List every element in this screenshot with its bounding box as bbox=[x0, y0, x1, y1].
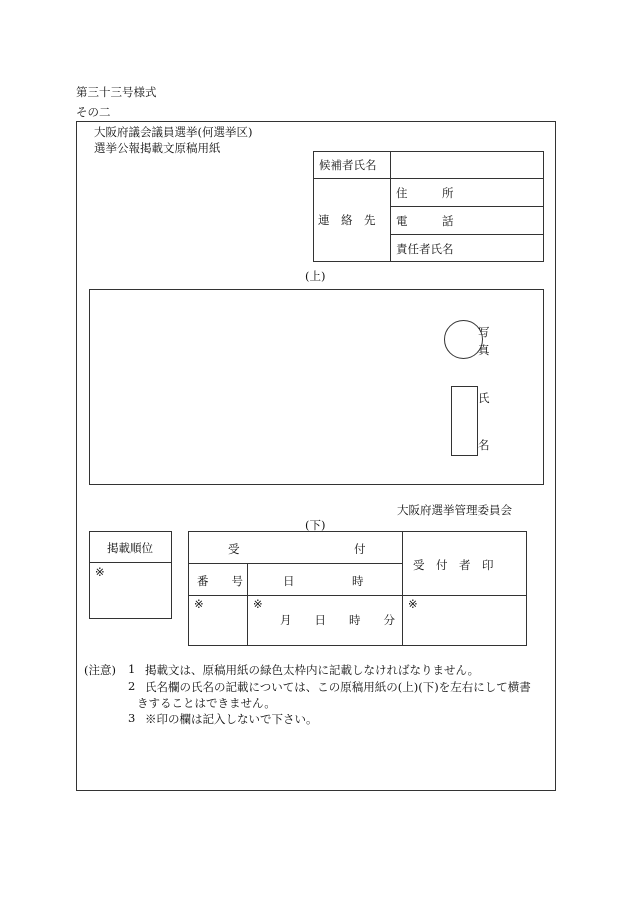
photo-label-char: 真 bbox=[478, 343, 490, 357]
phone-label: 電 話 bbox=[396, 214, 454, 228]
responsible-person-label: 責任者氏名 bbox=[396, 242, 454, 256]
receiver-mark: ※ bbox=[408, 597, 418, 611]
reception-table-line bbox=[402, 531, 403, 646]
upper-section-label: (上) bbox=[305, 269, 326, 283]
reception-header-left: 受 bbox=[228, 542, 240, 556]
candidate-name-box[interactable] bbox=[451, 386, 478, 456]
reception-header-right: 付 bbox=[354, 542, 366, 556]
order-box-line bbox=[89, 562, 172, 563]
datetime-format: 月 日 時 分 bbox=[280, 613, 395, 627]
form-number: 第三十三号様式 bbox=[76, 85, 157, 99]
note-number: 3 bbox=[128, 711, 136, 725]
committee-name: 大阪府選挙管理委員会 bbox=[397, 503, 512, 517]
candidate-table-row-line bbox=[313, 178, 544, 179]
lower-section-label: (下) bbox=[305, 518, 326, 532]
note-number: 1 bbox=[128, 662, 136, 676]
datetime-mark: ※ bbox=[253, 597, 263, 611]
note-text: 氏名欄の氏名の記載については、この原稿用紙の(上)(下)を左右にして横書 bbox=[145, 680, 531, 694]
form-subtitle: その二 bbox=[76, 105, 111, 119]
election-title: 大阪府議会議員選挙(何選挙区) bbox=[94, 125, 253, 139]
candidate-table-row-line bbox=[390, 206, 544, 207]
order-box-header: 掲載順位 bbox=[107, 541, 153, 555]
note-text-continued: きすることはできません。 bbox=[137, 696, 276, 710]
name-label-char: 名 bbox=[478, 438, 490, 452]
reception-table-line bbox=[247, 563, 248, 646]
datetime-label: 日 時 bbox=[283, 574, 364, 588]
number-label: 番 号 bbox=[197, 574, 243, 588]
order-box-mark: ※ bbox=[95, 565, 105, 579]
form-title: 選挙公報掲載文原稿用紙 bbox=[94, 141, 221, 155]
reception-table-line bbox=[188, 595, 527, 596]
address-label: 住 所 bbox=[396, 186, 454, 200]
candidate-table-row-line bbox=[390, 234, 544, 235]
reception-table-line bbox=[188, 563, 402, 564]
photo-label-char: 写 bbox=[478, 325, 490, 339]
note-number: 2 bbox=[128, 679, 136, 693]
note-text: ※印の欄は記入しないで下さい。 bbox=[145, 712, 318, 726]
contact-label: 連 絡 先 bbox=[318, 213, 376, 227]
name-label-char: 氏 bbox=[478, 391, 490, 405]
receiver-seal-label: 受 付 者 印 bbox=[413, 558, 494, 572]
notes-label: (注意) bbox=[84, 663, 116, 677]
note-text: 掲載文は、原稿用紙の緑色太枠内に記載しなければなりません。 bbox=[145, 663, 480, 677]
candidate-name-label: 候補者氏名 bbox=[319, 158, 377, 172]
number-mark: ※ bbox=[194, 597, 204, 611]
